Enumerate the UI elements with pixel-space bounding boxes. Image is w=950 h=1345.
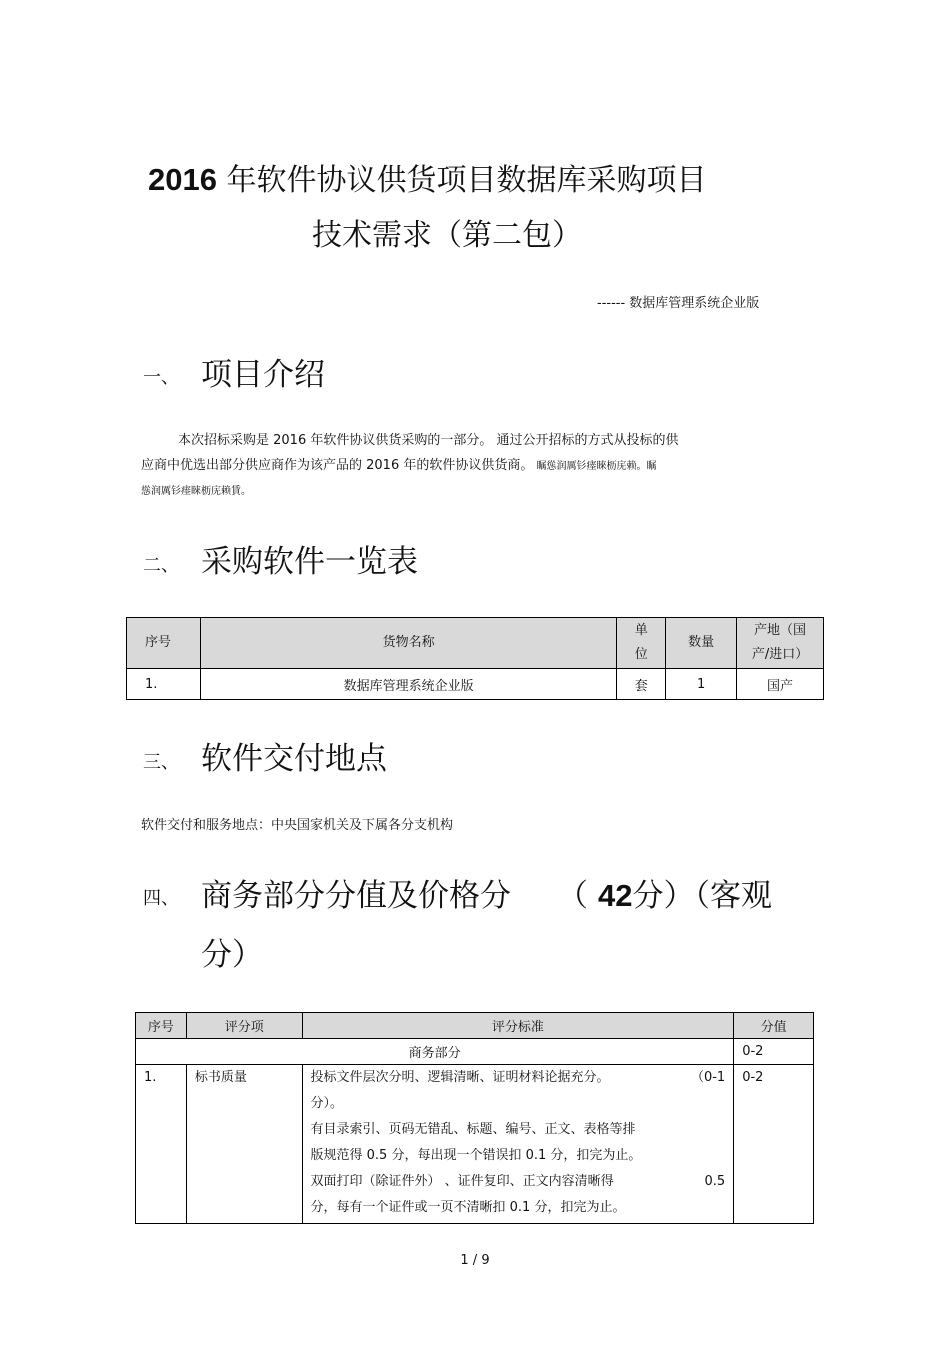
- row-unit: 套: [617, 669, 666, 700]
- section-2-title: 采购软件一览表: [201, 544, 418, 580]
- criteria-line-4: 版规范得 0.5 分，每出现一个错误扣 0.1 分，扣完为止。: [310, 1148, 642, 1163]
- section-3-number: 三、: [143, 752, 179, 773]
- intro-line-2: [141, 456, 657, 477]
- row-origin: 国产: [737, 669, 824, 700]
- section-4-title-part2: 分）（客观: [632, 878, 772, 914]
- document-title-line2: 技术需求（第二包）: [312, 218, 582, 253]
- criteria-line-1: [311, 1065, 726, 1091]
- page-number: 1 / 9: [460, 1253, 490, 1268]
- title-line1-text: 年软件协议供货项目数据库采购项目: [216, 163, 707, 198]
- criteria-line-6: 分，每有一个证件或一页不清晰扣 0.1 分，扣完为止。: [310, 1200, 626, 1215]
- criteria-line-5-text: 双面打印（除证件外） 、证件复印、正文内容清晰得: [310, 1174, 614, 1189]
- section-1-title: 项目介绍: [201, 357, 325, 393]
- header-unit: [617, 618, 666, 669]
- criteria-line-3: 有目录索引、页码无错乱、标题、编号、正文、表格等排: [310, 1122, 636, 1137]
- section-4-title-line2: 分）: [201, 937, 263, 973]
- intro-garbled-text: 瞩慫润厲钐瘗睞枥庑赖。瞩: [533, 461, 657, 472]
- section-4-title-paren: （: [557, 878, 588, 914]
- header-origin-line2: 产/进口）: [751, 647, 809, 662]
- criteria-line-5-right: 0.5: [704, 1174, 726, 1189]
- section-4-title: [201, 876, 772, 916]
- intro-line-2-text: 应商中优选出部分供应商作为该产品的 2016 年的软件协议供货商。: [141, 458, 534, 473]
- row-no: 1.: [127, 669, 201, 700]
- header-no: 序号: [127, 618, 201, 669]
- row-criteria: [302, 1065, 734, 1224]
- row-item: 标书质量: [186, 1065, 302, 1224]
- section-4-title-score: 42: [598, 878, 633, 913]
- header-criteria: 评分标准: [302, 1013, 734, 1039]
- criteria-line-1-right: （0-1: [690, 1070, 726, 1085]
- section-2-number: 二、: [143, 555, 179, 576]
- header-score: 分值: [734, 1013, 814, 1039]
- section-3-title: 软件交付地点: [201, 741, 387, 777]
- header-origin-line1: 产地（国: [754, 623, 807, 638]
- section-4-title-part1: 商务部分分值及价格分: [201, 878, 511, 914]
- header-unit-line2: 位: [634, 647, 648, 662]
- criteria-line-1-text: 投标文件层次分明、逻辑清晰、证明材料论据充分。: [310, 1070, 610, 1085]
- software-list-table: [126, 617, 824, 700]
- header-origin: [737, 618, 824, 669]
- table-subheader-row: [136, 1039, 814, 1065]
- row-goods-name: 数据库管理系统企业版: [200, 669, 616, 700]
- row-quantity: 1: [666, 669, 737, 700]
- intro-line-1: 本次招标采购是 2016 年软件协议供货采购的一部分。 通过公开招标的方式从投标的供: [178, 433, 679, 448]
- section-4-number: 四、: [143, 888, 179, 909]
- header-quantity: 数量: [666, 618, 737, 669]
- header-unit-line1: 单: [634, 623, 648, 638]
- subheader-score: 0-2: [734, 1039, 814, 1065]
- document-subtitle: ------ 数据库管理系统企业版: [597, 296, 760, 311]
- section-1-number: 一、: [143, 367, 179, 388]
- delivery-text: 软件交付和服务地点：中央国家机关及下属各分支机构: [141, 818, 454, 833]
- business-scoring-table: [135, 1012, 814, 1224]
- subheader-label: 商务部分: [136, 1039, 734, 1065]
- row-no: 1.: [136, 1065, 187, 1224]
- intro-line-3: 慫润厲钐瘗睞枥庑赖賃。: [141, 486, 251, 497]
- header-no: 序号: [136, 1013, 187, 1039]
- table-row: [127, 669, 824, 700]
- header-item: 评分项: [186, 1013, 302, 1039]
- document-title-line1: [148, 158, 707, 203]
- row-score: 0-2: [734, 1065, 814, 1224]
- table-header-row: [136, 1013, 814, 1039]
- table-row: [136, 1065, 814, 1224]
- table-header-row: [127, 618, 824, 669]
- title-year: 2016: [148, 162, 217, 197]
- criteria-line-5: [311, 1169, 726, 1195]
- criteria-line-2: 分）。: [310, 1096, 344, 1111]
- header-goods-name: 货物名称: [200, 618, 616, 669]
